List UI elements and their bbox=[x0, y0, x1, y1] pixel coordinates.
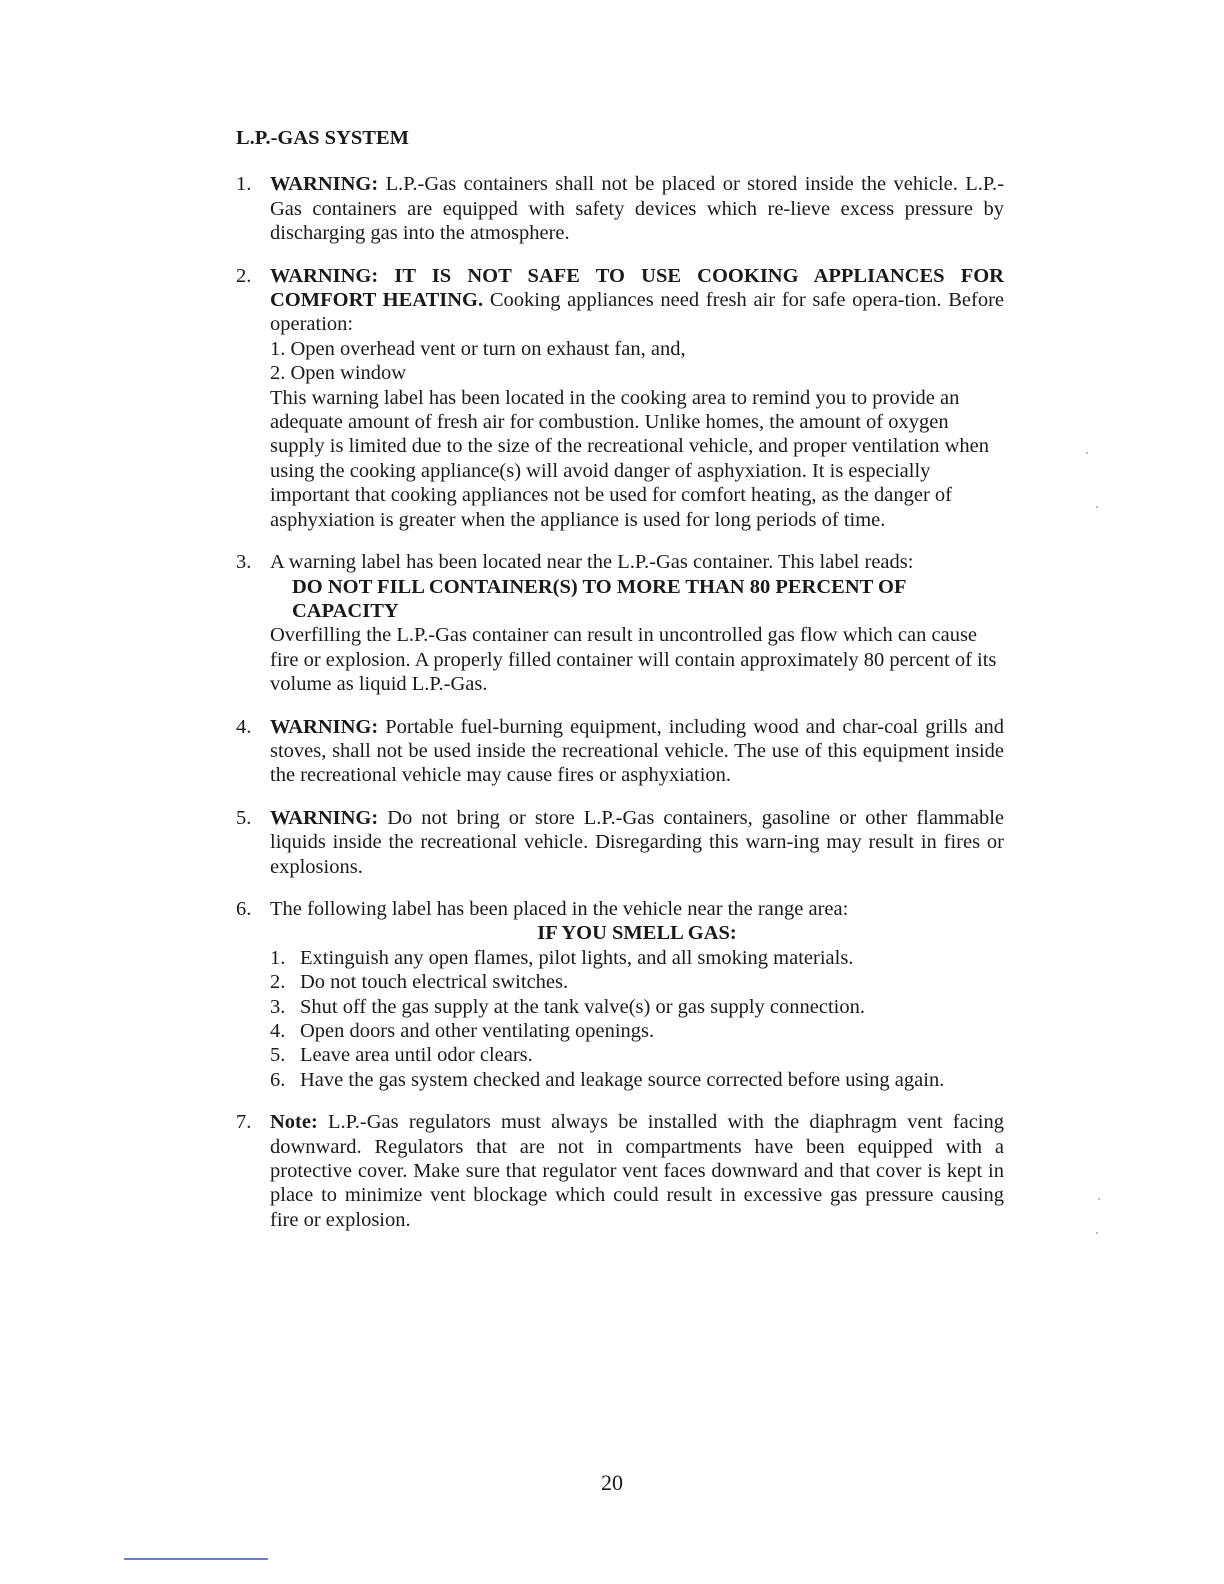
item-text: Do not bring or store L.P.-Gas containers, gasoline or other flammable liquids inside the recreational vehicle. Disregarding this warn-ing may result in fires or explosions. bbox=[270, 806, 1004, 878]
step-number: 1. bbox=[270, 946, 286, 969]
operation-steps bbox=[270, 337, 1004, 386]
item-text: Portable fuel-burning equipment, including wood and char-coal grills and stoves, shall not be used inside the recreational vehicle. The use of this equipment inside the recreational vehicle may cause fires or asphyxiation. bbox=[270, 715, 1004, 787]
warning-lead: WARNING: bbox=[270, 715, 379, 738]
item-text: Cooking appliances need fresh air for safe opera-tion. Before operation: bbox=[270, 289, 1005, 336]
step-number: 2. bbox=[270, 971, 286, 994]
smell-gas-steps bbox=[270, 946, 1004, 1092]
operation-step: 2. Open window bbox=[270, 362, 407, 385]
list-item-6 bbox=[236, 897, 1004, 1092]
section-title: L.P.-GAS SYSTEM bbox=[236, 127, 409, 149]
list-item-1 bbox=[236, 172, 1004, 245]
gas-step bbox=[270, 1043, 1004, 1067]
list-item-4 bbox=[236, 715, 1004, 788]
list-item-3 bbox=[236, 550, 1004, 696]
step-text: Have the gas system checked and leakage source corrected before using again. bbox=[300, 1068, 945, 1091]
step-number: 4. bbox=[270, 1020, 286, 1042]
gas-step bbox=[270, 1019, 1004, 1043]
item-text: L.P.-Gas containers shall not be placed or stored inside the vehicle. L.P.-Gas containers are equipped with safety devices which re-lieve excess pressure by discharging gas into the atmosphere. bbox=[270, 173, 1004, 245]
item-number: 5. bbox=[236, 806, 252, 829]
item-text: The following label has been placed in the vehicle near the range area: bbox=[270, 897, 849, 920]
list-item-2 bbox=[236, 264, 1004, 532]
scan-speck bbox=[1096, 506, 1098, 508]
scan-speck bbox=[1098, 1198, 1100, 1200]
step-text: Shut off the gas supply at the tank valve(s) or gas supply connection. bbox=[300, 995, 865, 1018]
step-text: Extinguish any open flames, pilot lights, and all smoking materials. bbox=[300, 946, 854, 969]
item-text: A warning label has been located near the L.P.-Gas container. This label reads: bbox=[270, 551, 914, 574]
item-number: 7. bbox=[236, 1111, 252, 1134]
warning-lead: WARNING: bbox=[270, 173, 379, 196]
item-text: L.P.-Gas regulators must always be installed with the diaphragm vent facing downward. Regulators that are not in compartments have been equipped with a protective cover. Make sure that regulator vent faces downward and that cover is kept in place to minimize vent blockage which could result in excessive gas pressure causing fire or explosion. bbox=[270, 1111, 1004, 1231]
scan-speck bbox=[1096, 1232, 1098, 1234]
item-number: 3. bbox=[236, 551, 252, 574]
note-lead: Note: bbox=[270, 1111, 318, 1134]
warning-lead: WARNING: IT IS NOT SAFE TO USE COOKING APPLIANCES FOR COMFORT HEATING. bbox=[270, 264, 1004, 312]
warning-lead: WARNING: bbox=[270, 806, 379, 829]
page-number: 20 bbox=[601, 1470, 623, 1495]
gas-step bbox=[270, 970, 1004, 994]
smell-gas-label: IF YOU SMELL GAS: bbox=[537, 922, 737, 945]
step-number: 3. bbox=[270, 995, 286, 1018]
item-number: 1. bbox=[236, 173, 252, 196]
item-number: 6. bbox=[236, 897, 252, 920]
step-text: Leave area until odor clears. bbox=[300, 1044, 533, 1067]
gas-step bbox=[270, 946, 1004, 970]
item-explanation: This warning label has been located in the cooking area to remind you to provide an adequate amount of fresh air for combustion. Unlike homes, the amount of oxygen supply is limited due to the size of the recreational vehicle, and proper ventilation when using the cooking appliance(s) will avoid danger of asphyxiation. It is especially important that cooking appliances not be used for comfort heating, as the danger of asphyxiation is greater when the appliance is used for long periods of time. bbox=[270, 386, 989, 531]
list-item-7 bbox=[236, 1110, 1004, 1232]
gas-step bbox=[270, 995, 1004, 1019]
item-explanation: Overfilling the L.P.-Gas container can result in uncontrolled gas flow which can cause fire or explosion. A properly filled container will contain approximately 80 percent of its volume as liquid L.P.-Gas. bbox=[270, 624, 997, 696]
item-number: 4. bbox=[236, 715, 252, 738]
container-label: DO NOT FILL CONTAINER(S) TO MORE THAN 80 PERCENT OF CAPACITY bbox=[292, 575, 906, 622]
step-text: Do not touch electrical switches. bbox=[300, 971, 569, 994]
item-number: 2. bbox=[236, 264, 252, 287]
scan-speck bbox=[1086, 452, 1088, 454]
gas-step bbox=[270, 1068, 1004, 1092]
step-text: Open doors and other ventilating openings. bbox=[300, 1020, 655, 1042]
scan-edge-line bbox=[124, 1558, 268, 1560]
list-item-5 bbox=[236, 806, 1004, 879]
operation-step: 1. Open overhead vent or turn on exhaust fan, and, bbox=[270, 337, 686, 360]
step-number: 5. bbox=[270, 1044, 286, 1067]
step-number: 6. bbox=[270, 1068, 286, 1091]
page-content bbox=[236, 126, 1004, 1250]
